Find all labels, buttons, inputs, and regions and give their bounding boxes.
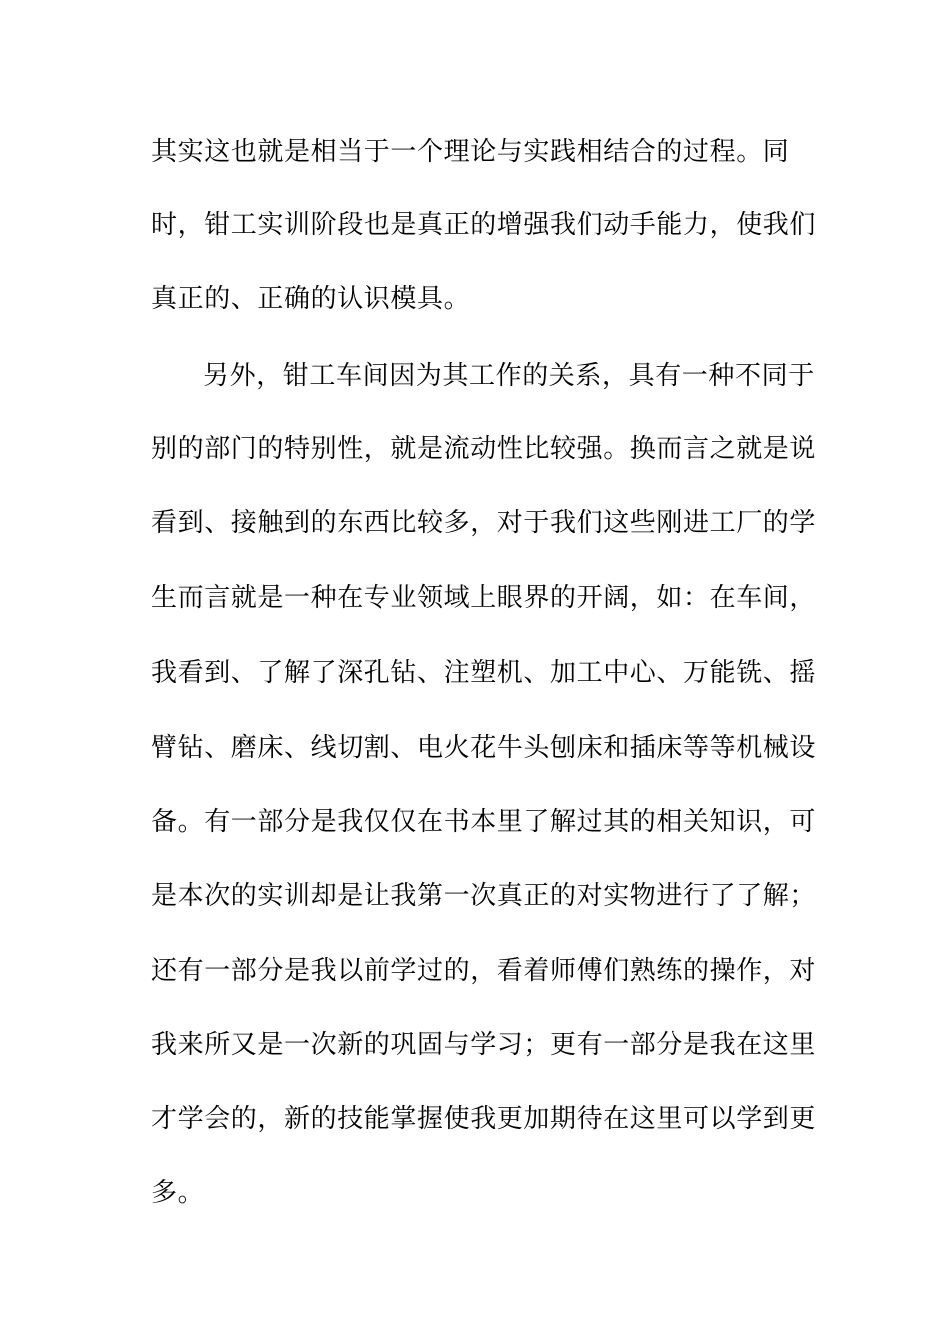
text-line: 我看到、了解了深孔钻、注塑机、加工中心、万能铣、摇 <box>151 658 817 688</box>
text-line: 生而言就是一种在专业领域上眼界的开阔，如：在车间， <box>151 583 817 613</box>
text-line: 其实这也就是相当于一个理论与实践相结合的过程。同 <box>151 137 790 167</box>
text-line: 我来所又是一次新的巩固与学习；更有一部分是我在这里 <box>151 1030 817 1060</box>
text-line: 别的部门的特别性，就是流动性比较强。换而言之就是说 <box>151 434 817 464</box>
text-line: 是本次的实训却是让我第一次真正的对实物进行了了解； <box>151 881 817 911</box>
text-line: 时，钳工实训阶段也是真正的增强我们动手能力，使我们 <box>151 210 817 240</box>
text-line: 看到、接触到的东西比较多，对于我们这些刚进工厂的学 <box>151 508 817 538</box>
text-line: 备。有一部分是我仅仅在书本里了解过其的相关知识，可 <box>151 807 817 837</box>
text-line: 臂钻、磨床、线切割、电火花牛头刨床和插床等等机械设 <box>151 733 817 763</box>
text-line: 还有一部分是我以前学过的，看着师傅们熟练的操作，对 <box>151 956 817 986</box>
text-line: 才学会的，新的技能掌握使我更加期待在这里可以学到更 <box>151 1104 817 1134</box>
paragraph-start-line: 另外，钳工车间因为其工作的关系，具有一种不同于 <box>203 361 815 391</box>
text-line: 真正的、正确的认识模具。 <box>151 284 471 314</box>
text-line: 多。 <box>151 1178 205 1208</box>
